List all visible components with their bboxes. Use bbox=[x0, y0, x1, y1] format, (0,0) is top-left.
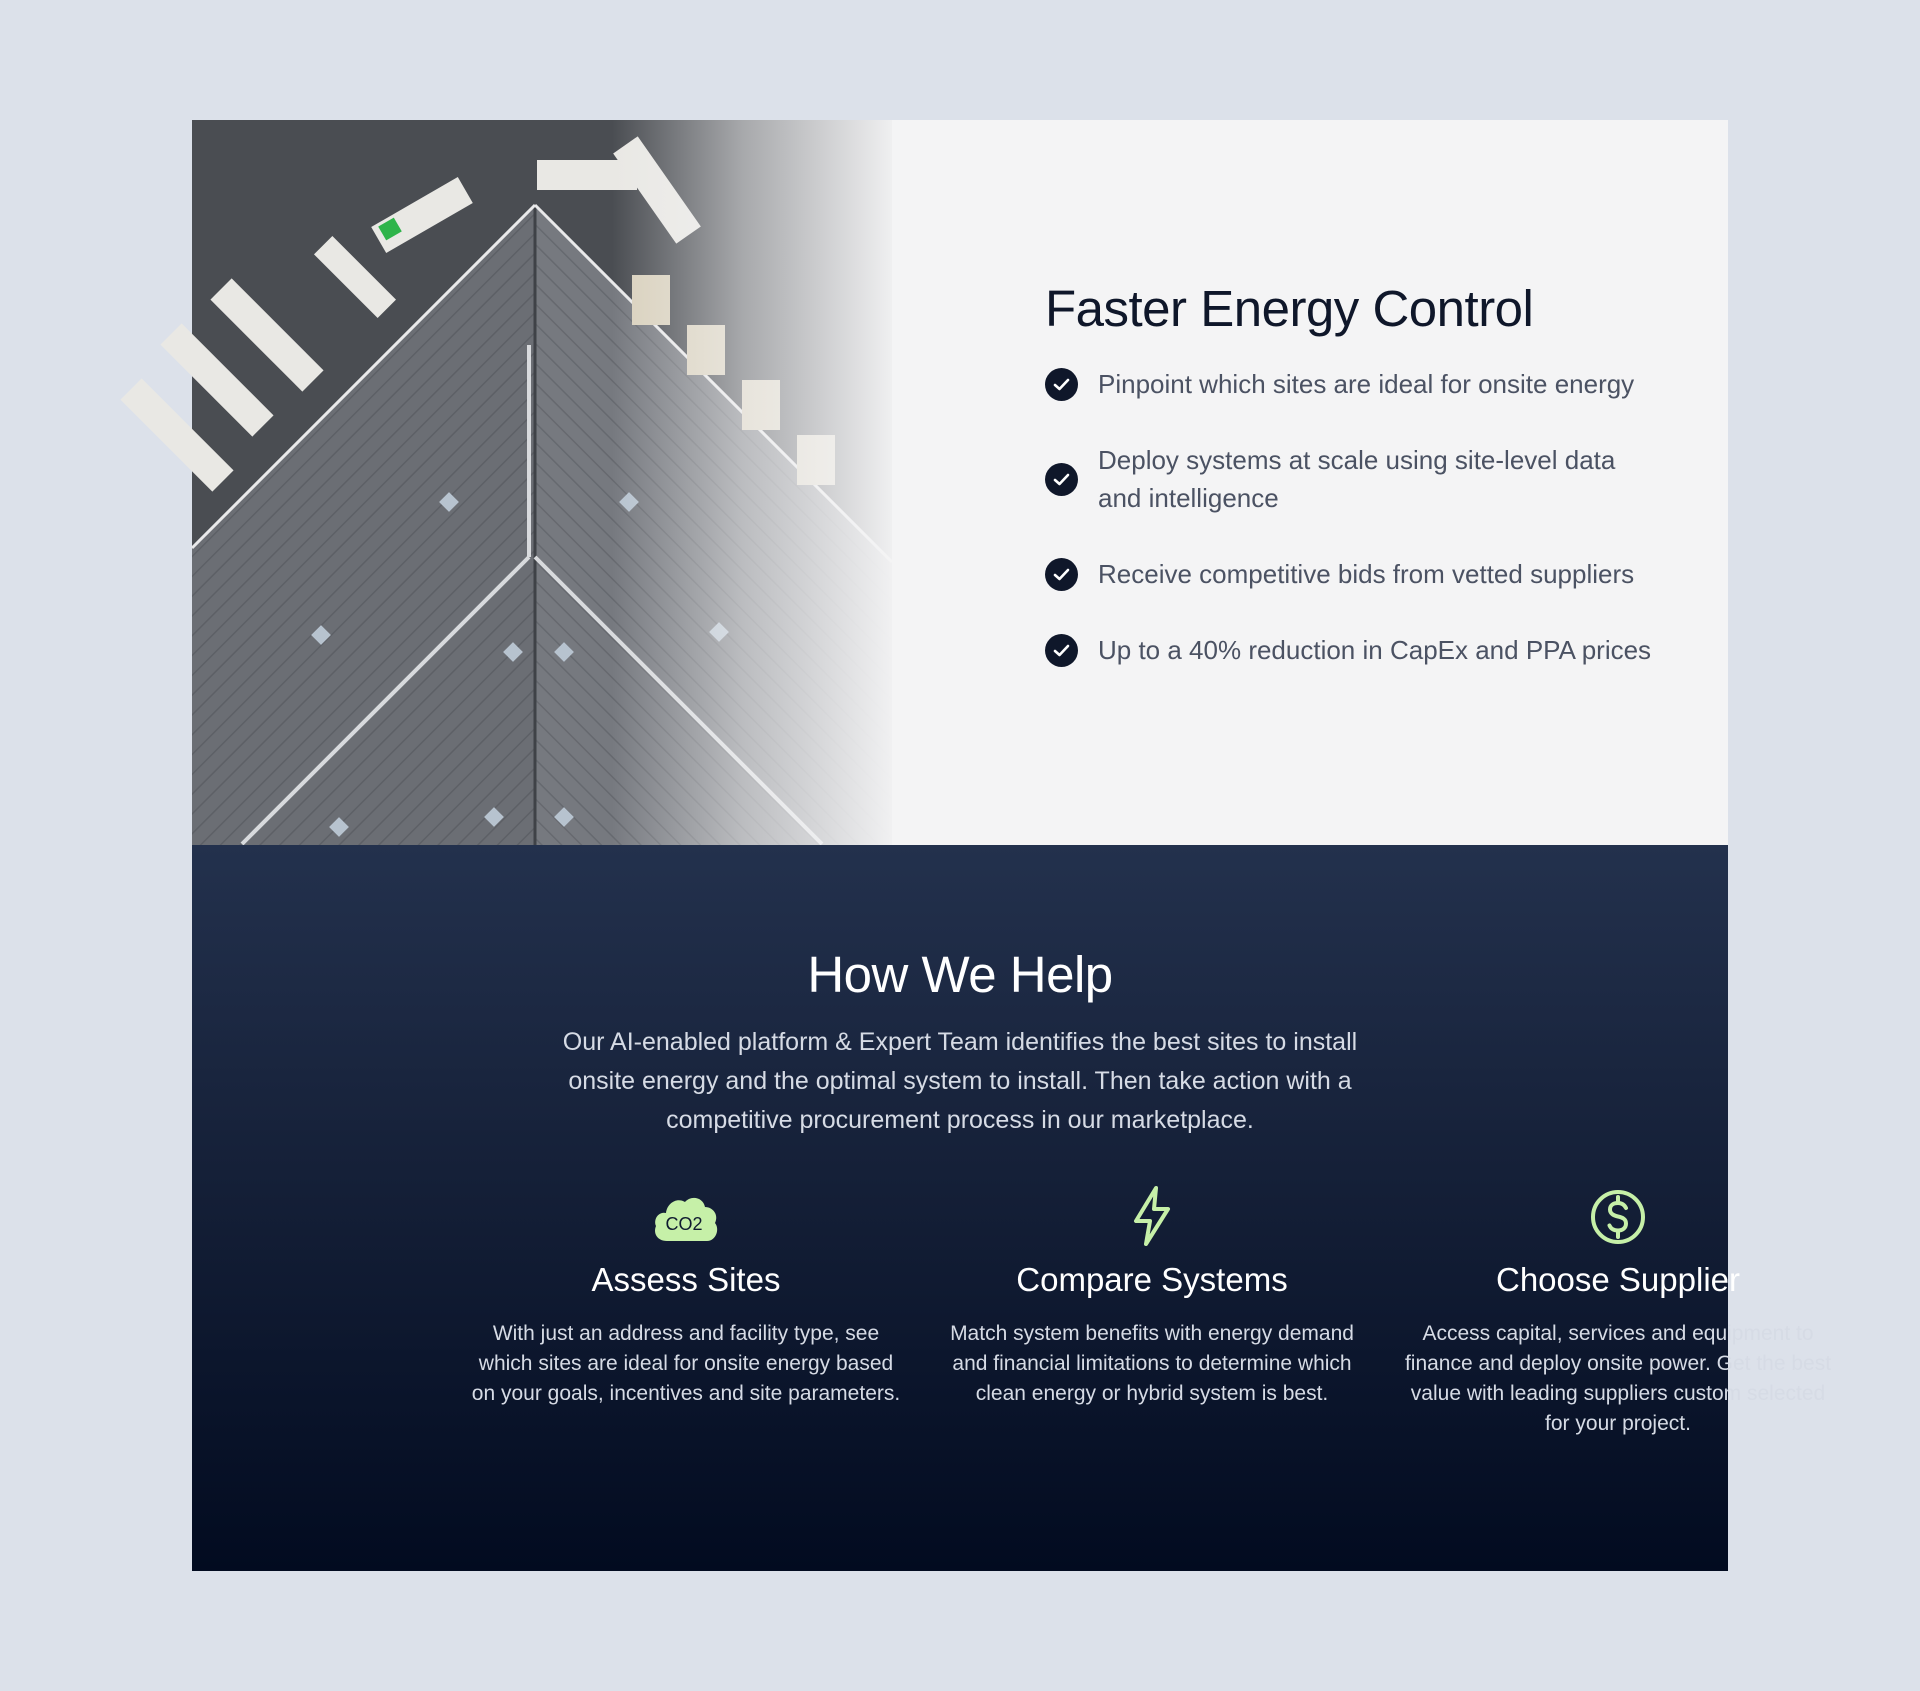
feature-item bbox=[1045, 631, 1665, 669]
step-body: With just an address and facility type, see which sites are ideal for onsite energy based on your goals, incentives and site parameters. bbox=[471, 1322, 901, 1405]
step-title: Compare Systems bbox=[1016, 1261, 1288, 1298]
step-compare-systems bbox=[932, 1185, 1372, 1409]
checkmark-icon bbox=[1045, 558, 1078, 591]
feature-text: Deploy systems at scale using site-level data and intelligence bbox=[1098, 445, 1616, 514]
feature-text: Up to a 40% reduction in CapEx and PPA prices bbox=[1098, 635, 1652, 666]
checkmark-icon bbox=[1045, 634, 1078, 667]
step-title: Choose Supplier bbox=[1496, 1261, 1740, 1298]
feature-item bbox=[1045, 365, 1665, 403]
checkmark-icon bbox=[1045, 463, 1078, 496]
dollar-circle-icon bbox=[1398, 1185, 1838, 1247]
help-title: How We Help bbox=[807, 946, 1113, 1003]
checkmark-icon bbox=[1045, 368, 1078, 401]
energy-control-section bbox=[192, 120, 1728, 845]
how-we-help-section bbox=[192, 845, 1832, 1571]
feature-item bbox=[1045, 441, 1665, 517]
lightning-bolt-icon bbox=[932, 1185, 1372, 1247]
step-body: Match system benefits with energy demand and financial limitations to determine which clean energy or hybrid system is best. bbox=[950, 1322, 1354, 1405]
features-panel bbox=[1045, 278, 1665, 707]
step-body: Access capital, services and equipment to finance and deploy onsite power. Get the best value with leading suppliers custom selected for your project. bbox=[1404, 1322, 1832, 1435]
features-title: Faster Energy Control bbox=[1045, 280, 1534, 337]
feature-text: Pinpoint which sites are ideal for onsite energy bbox=[1098, 369, 1635, 400]
step-choose-supplier bbox=[1398, 1185, 1838, 1439]
co2-cloud-icon bbox=[466, 1185, 906, 1247]
content-card bbox=[192, 120, 1832, 1571]
warehouse-aerial-photo bbox=[192, 120, 892, 845]
co2-icon-label: CO2 bbox=[665, 1214, 703, 1234]
help-intro: Our AI-enabled platform & Expert Team identifies the best sites to install onsite energy and the optimal system to install. Then take action with a competitive procurement process in our marketplace. bbox=[562, 1028, 1358, 1134]
feature-item bbox=[1045, 555, 1665, 593]
step-assess-sites bbox=[466, 1185, 906, 1409]
feature-text: Receive competitive bids from vetted suppliers bbox=[1098, 559, 1635, 590]
step-title: Assess Sites bbox=[591, 1261, 781, 1298]
